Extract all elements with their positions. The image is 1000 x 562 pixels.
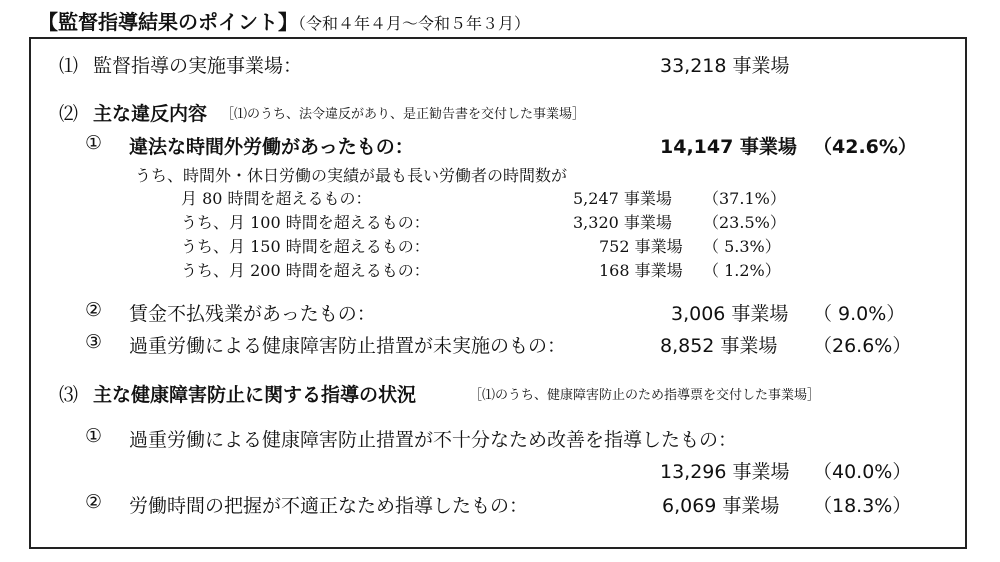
section3-marker: ⑶ — [59, 384, 79, 406]
sub-row-pct: （ 5.3%） — [703, 237, 781, 256]
section3-item1-count: 13,296 事業場 — [660, 461, 790, 483]
sub-row-count: 168 事業場 — [599, 261, 683, 280]
section3-item2-count: 6,069 事業場 — [662, 495, 780, 517]
report-heading — [38, 6, 530, 35]
section2-item1-label: 違法な時間外労働があったもの： — [129, 136, 414, 158]
section3-item2-marker: ② — [85, 491, 103, 513]
sub-row-count: 752 事業場 — [599, 237, 683, 256]
section2-label: 主な違反内容 — [93, 103, 208, 125]
section2-item1-marker: ① — [85, 132, 103, 154]
section2-item3-count: 8,852 事業場 — [660, 335, 778, 357]
section2-item2-count: 3,006 事業場 — [671, 303, 789, 325]
section2-note: ［⑴のうち、法令違反があり、是正勧告書を交付した事業場］ — [221, 107, 586, 122]
section3-item1-label: 過重労働による健康障害防止措置が不十分なため改善を指導したもの： — [129, 429, 738, 451]
section3-label: 主な健康障害防止に関する指導の状況 — [93, 384, 417, 406]
section1-label: 監督指導の実施事業場： — [93, 55, 303, 77]
section1-count: 33,218 事業場 — [660, 55, 790, 77]
sub-row-label: うち、月 200 時間を超えるもの： — [181, 261, 430, 280]
sub-intro: うち、時間外・休日労働の実績が最も長い労働者の時間数が — [135, 166, 568, 185]
section2-item3-label: 過重労働による健康障害防止措置が未実施のもの： — [129, 335, 567, 357]
section2-item2-pct: （ 9.0%） — [813, 303, 906, 325]
section2-item3-marker: ③ — [85, 331, 103, 353]
results-box — [29, 37, 967, 549]
sub-row-label: 月 80 時間を超えるもの： — [181, 189, 372, 208]
section2-item2-label: 賃金不払残業があったもの： — [129, 303, 376, 325]
section3-item2-label: 労働時間の把握が不適正なため指導したもの： — [129, 495, 529, 517]
sub-row-label: うち、月 150 時間を超えるもの： — [181, 237, 430, 256]
sub-row-count: 5,247 事業場 — [573, 189, 672, 208]
section2-item1-count: 14,147 事業場 — [660, 136, 797, 158]
sub-row-pct: （37.1%） — [703, 189, 786, 208]
section3-item2-pct: （18.3%） — [813, 495, 912, 517]
sub-row-label: うち、月 100 時間を超えるもの： — [181, 213, 430, 232]
section2-item2-marker: ② — [85, 299, 103, 321]
section2-item1-pct: （42.6%） — [813, 136, 917, 158]
report-period: （令和４年４月～令和５年３月） — [298, 14, 531, 33]
section3-item1-marker: ① — [85, 425, 103, 447]
report-title: 【監督指導結果のポイント】 — [38, 10, 298, 34]
sub-row-count: 3,320 事業場 — [573, 213, 672, 232]
section2-marker: ⑵ — [59, 103, 79, 125]
section3-item1-pct: （40.0%） — [813, 461, 912, 483]
section3-note: ［⑴のうち、健康障害防止のため指導票を交付した事業場］ — [469, 388, 821, 403]
section1-marker: ⑴ — [59, 55, 79, 77]
sub-row-pct: （23.5%） — [703, 213, 786, 232]
section2-item3-pct: （26.6%） — [813, 335, 912, 357]
sub-row-pct: （ 1.2%） — [703, 261, 781, 280]
